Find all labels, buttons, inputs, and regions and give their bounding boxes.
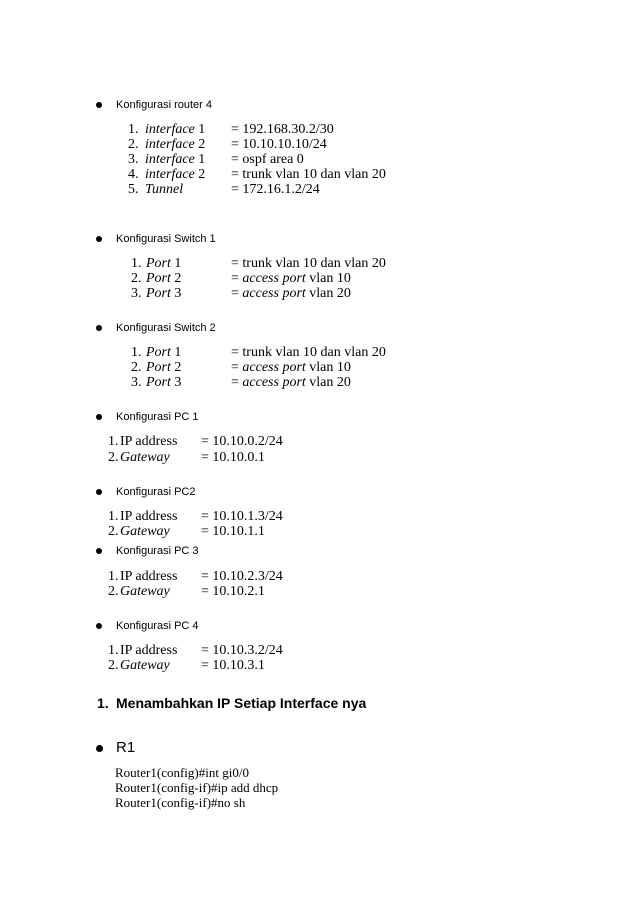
row-label: Port 3 <box>146 375 182 390</box>
heading-text: Menambahkan IP Setiap Interface nya <box>116 695 367 711</box>
row-number: 4. <box>128 167 139 182</box>
row-number: 3. <box>131 286 142 301</box>
row-number: 2. <box>131 360 142 375</box>
heading-number: 1. <box>97 695 109 711</box>
row-label: IP address <box>120 509 178 524</box>
row-number: 1. <box>131 345 142 360</box>
row-label: interface 1 <box>145 122 206 137</box>
row-value: = trunk vlan 10 dan vlan 20 <box>231 256 386 271</box>
row-label: Port 3 <box>146 286 182 301</box>
row-value: = access port vlan 10 <box>231 271 351 286</box>
row-value: = 10.10.3.1 <box>201 658 265 673</box>
row-number: 1. <box>108 434 119 449</box>
row-label: interface 1 <box>145 152 206 167</box>
row-value: = 10.10.0.1 <box>201 450 265 465</box>
row-number: 1. <box>108 509 119 524</box>
bullet-dot <box>96 325 102 331</box>
bullet-dot <box>96 548 102 554</box>
row-number: 2. <box>108 450 119 465</box>
row-number: 1. <box>131 256 142 271</box>
section-title: Konfigurasi Switch 1 <box>116 233 216 245</box>
row-label: Gateway <box>120 524 170 539</box>
row-value: = 10.10.2.3/24 <box>201 569 283 584</box>
row-label: Port 1 <box>146 256 182 271</box>
section-title: Konfigurasi PC2 <box>116 486 196 498</box>
row-label: Tunnel <box>145 182 184 197</box>
section-title: Konfigurasi router 4 <box>116 99 212 111</box>
row-value: = access port vlan 10 <box>231 360 351 375</box>
bullet-dot <box>96 236 102 242</box>
row-value: = trunk vlan 10 dan vlan 20 <box>231 345 386 360</box>
section-title: Konfigurasi PC 4 <box>116 620 199 632</box>
row-label: Gateway <box>120 450 170 465</box>
row-number: 1. <box>108 643 119 658</box>
row-value: = 10.10.10.10/24 <box>231 137 327 152</box>
row-value: = 192.168.30.2/30 <box>231 122 334 137</box>
bullet-dot <box>96 414 102 420</box>
row-value: = 172.16.1.2/24 <box>231 182 320 197</box>
row-label: Gateway <box>120 584 170 599</box>
command-line: Router1(config-if)#ip add dhcp <box>115 780 279 795</box>
r1-label: R1 <box>116 739 136 756</box>
section-title: Konfigurasi PC 3 <box>116 545 199 557</box>
bullet-dot <box>96 623 102 629</box>
section-title: Konfigurasi PC 1 <box>116 411 199 423</box>
row-number: 3. <box>131 375 142 390</box>
row-value: = 10.10.1.1 <box>201 524 265 539</box>
row-label: IP address <box>120 569 178 584</box>
row-number: 3. <box>128 152 139 167</box>
bullet-dot <box>96 745 103 752</box>
section-title: Konfigurasi Switch 2 <box>116 322 216 334</box>
row-value: = access port vlan 20 <box>231 375 351 390</box>
bullet-dot <box>96 489 102 495</box>
row-value: = ospf area 0 <box>231 152 304 167</box>
row-value: = access port vlan 20 <box>231 286 351 301</box>
row-number: 2. <box>108 658 119 673</box>
bullet-dot <box>96 102 102 108</box>
row-value: = 10.10.1.3/24 <box>201 509 283 524</box>
row-label: IP address <box>120 434 178 449</box>
command-line: Router1(config-if)#no sh <box>115 795 246 810</box>
row-label: Gateway <box>120 658 170 673</box>
row-number: 2. <box>128 137 139 152</box>
row-value: = 10.10.0.2/24 <box>201 434 283 449</box>
row-number: 2. <box>131 271 142 286</box>
row-label: Port 1 <box>146 345 182 360</box>
row-number: 1. <box>108 569 119 584</box>
row-label: Port 2 <box>146 271 182 286</box>
row-label: interface 2 <box>145 137 206 152</box>
row-number: 5. <box>128 182 139 197</box>
row-label: IP address <box>120 643 178 658</box>
command-line: Router1(config)#int gi0/0 <box>115 765 249 780</box>
row-value: = 10.10.3.2/24 <box>201 643 283 658</box>
row-number: 2. <box>108 584 119 599</box>
row-number: 2. <box>108 524 119 539</box>
row-value: = 10.10.2.1 <box>201 584 265 599</box>
row-label: Port 2 <box>146 360 182 375</box>
row-label: interface 2 <box>145 167 206 182</box>
row-number: 1. <box>128 122 139 137</box>
row-value: = trunk vlan 10 dan vlan 20 <box>231 167 386 182</box>
